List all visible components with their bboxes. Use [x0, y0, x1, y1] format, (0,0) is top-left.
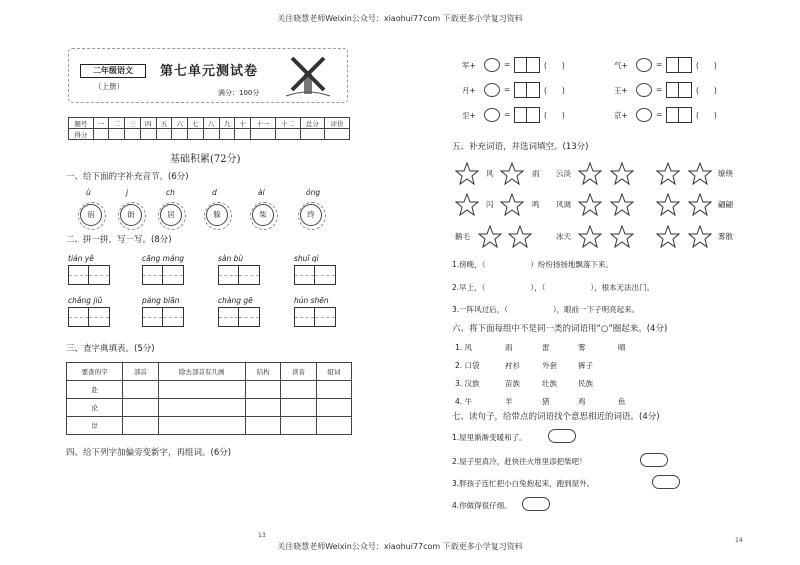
grid-cell[interactable]: [239, 308, 259, 326]
dict-blank-cell: [246, 399, 281, 417]
section-title: 基础积累(72分): [170, 154, 241, 165]
q4-blank: ( ): [696, 61, 717, 70]
q7-sentence: 2.屋子里真冷，赶快往火堆里添把柴吧！: [452, 457, 587, 466]
q4-blank: ( ): [696, 111, 717, 120]
writing-grid: [68, 265, 110, 285]
q1-pinyin: j: [126, 188, 129, 197]
q4-char: 月+: [462, 86, 476, 95]
q5-sentence: 2.早上，（ ），（ ），根本无法出门。: [452, 283, 655, 292]
q6-title: 六、将下面每组中不是同一类的词语用“○”圈起来。(4分): [452, 324, 668, 334]
score-cell: [109, 129, 125, 140]
q4-title: 四、给下列字加偏旁变新字，再组词。(6分): [66, 448, 232, 458]
dictionary-table: [66, 362, 352, 435]
star-blank: [508, 225, 532, 253]
star-blank: [688, 193, 712, 221]
score-header-cell: 总分: [300, 118, 325, 129]
star-blank: [455, 193, 479, 221]
q2-title: 二、拼一拼，写一写。(8分): [66, 235, 172, 245]
grid-cell[interactable]: [315, 266, 335, 284]
q6-word: 4. 牛: [455, 397, 473, 406]
dict-header-cell: 要查的字: [67, 363, 123, 381]
q6-word: 衬衫: [505, 361, 520, 370]
score-row-label: 得分: [69, 129, 94, 140]
q1-char: 终: [300, 204, 322, 226]
score-header-cell: 五: [156, 118, 172, 129]
grid-cell[interactable]: [69, 308, 89, 326]
q4-equals: =: [504, 110, 511, 119]
q2-pinyin: chàng gē: [218, 296, 253, 305]
star-blank: [478, 225, 502, 253]
score-header-cell: 二: [109, 118, 125, 129]
star-blank: [578, 162, 602, 190]
q4-char: 京+: [614, 111, 628, 120]
q2-pinyin: cāng máng: [142, 254, 185, 263]
star-blank: [610, 193, 634, 221]
q6-word: 裤子: [578, 361, 593, 370]
top-watermark: 关注晓慧老师Weixin公众号：xiaohui77com 下载更多小学复习资料: [277, 14, 523, 23]
score-cell: [251, 129, 276, 140]
score-header-cell: 九: [219, 118, 235, 129]
writing-grid: [68, 307, 110, 327]
q4-oval: [484, 108, 500, 122]
dict-blank-cell: [246, 381, 281, 399]
page-number-left: 13: [258, 532, 266, 539]
dict-blank-cell: [316, 417, 351, 435]
grid-cell[interactable]: [89, 308, 109, 326]
dict-blank-cell: [281, 381, 316, 399]
q4-blank: ( ): [544, 86, 565, 95]
score-header-cell: 八: [203, 118, 219, 129]
star-blank: [656, 162, 680, 190]
grid-cell[interactable]: [69, 266, 89, 284]
grid-cell[interactable]: [295, 308, 315, 326]
writing-grid: [218, 265, 260, 285]
q6-word: 雨: [505, 343, 513, 352]
q6-word: 3. 汉族: [455, 379, 480, 388]
q5-word: 冰天: [556, 232, 571, 241]
page-title: 第七单元测试卷: [160, 64, 259, 79]
q1-pinyin: d: [212, 188, 217, 197]
q4-char: 气+: [614, 61, 628, 70]
q4-char: 王+: [614, 86, 628, 95]
grid-cell[interactable]: [89, 266, 109, 284]
grid-cell[interactable]: [219, 308, 239, 326]
q4-oval: [484, 58, 500, 72]
writing-grid: [142, 265, 184, 285]
dict-blank-cell: [158, 417, 246, 435]
dict-blank-cell: [123, 417, 158, 435]
q4-blank: ( ): [544, 111, 565, 120]
q1-title: 一、给下面的字补充音节。(6分): [66, 172, 189, 182]
score-cell: [235, 129, 251, 140]
score-cell: [140, 129, 156, 140]
dict-header-cell: 组词: [316, 363, 351, 381]
q4-box: [514, 82, 540, 98]
star-blank: [688, 162, 712, 190]
dict-header-cell: 读音: [281, 363, 316, 381]
dict-char-cell: 岸: [67, 417, 123, 435]
q5-word: 云淡: [556, 169, 571, 178]
dict-blank-cell: [316, 399, 351, 417]
dict-blank-cell: [123, 399, 158, 417]
page-number-right: 14: [735, 537, 743, 544]
q1-char: 宿: [80, 204, 102, 226]
writing-grid: [142, 307, 184, 327]
q4-oval: [484, 83, 500, 97]
score-header-cell: 评价: [325, 118, 350, 129]
bottom-watermark: 关注晓慧老师Weixin公众号：xiaohui77com 下载更多小学复习资料: [277, 542, 523, 551]
grid-cell[interactable]: [239, 266, 259, 284]
q3-title: 三、查字典填表。(5分): [66, 344, 155, 354]
dict-blank-cell: [123, 381, 158, 399]
answer-cloud: [522, 497, 550, 511]
grid-cell[interactable]: [163, 266, 183, 284]
dict-blank-cell: [281, 417, 316, 435]
grid-cell[interactable]: [295, 266, 315, 284]
q5-word: 闪: [486, 200, 494, 209]
dict-header-cell: 除去部首有几画: [158, 363, 246, 381]
star-blank: [500, 162, 524, 190]
dict-blank-cell: [316, 381, 351, 399]
q5-word: 翩翩: [718, 200, 733, 209]
star-blank: [656, 193, 680, 221]
score-header-cell: 七: [188, 118, 204, 129]
q5-word: 风: [486, 169, 494, 178]
q4-equals: =: [656, 60, 663, 69]
score-cell: [125, 129, 141, 140]
q6-word: 雾: [578, 343, 586, 352]
q7-title: 七、读句子，给带点的词语找个意思相近的词语。(4分): [452, 412, 660, 422]
score-cell: [300, 129, 325, 140]
q6-word: 猪: [542, 397, 550, 406]
score-cell: [172, 129, 188, 140]
q2-pinyin: hún shēn: [294, 296, 329, 305]
grade-label: 二年级语文: [80, 64, 146, 78]
q7-sentence: 3.胖孩子连忙把小白兔抱起来，跑到屋外。: [452, 479, 595, 488]
q2-pinyin: tián yě: [68, 254, 94, 263]
q4-equals: =: [504, 85, 511, 94]
q6-word: 壮族: [542, 379, 557, 388]
q6-word: 外套: [542, 361, 557, 370]
writing-grid: [294, 307, 336, 327]
q7-sentence: 1.屋里渐渐变暖和了。: [452, 433, 527, 442]
dict-blank-cell: [158, 381, 246, 399]
score-cell: [188, 129, 204, 140]
q5-word: 缭绕: [718, 169, 733, 178]
q7-sentence: 4.你做得很仔细。: [452, 501, 512, 510]
q1-pinyin: ài: [258, 188, 265, 197]
q1-char: 柴: [252, 204, 274, 226]
dict-header-cell: 部首: [123, 363, 158, 381]
q2-pinyin: sàn bù: [218, 254, 244, 263]
dict-blank-cell: [158, 399, 246, 417]
q5-title: 五、补充词语，并选词填空。(13分): [452, 142, 589, 152]
q5-sentence: 3.一阵风过后，（ ），眼前一下子明亮起来。: [452, 305, 640, 314]
score-header-cell: 四: [140, 118, 156, 129]
q1-char: 居: [160, 204, 182, 226]
q4-equals: =: [656, 85, 663, 94]
star-blank: [688, 225, 712, 253]
score-cell: [219, 129, 235, 140]
q4-equals: =: [656, 110, 663, 119]
dict-row: [67, 381, 352, 399]
star-blank: [578, 193, 602, 221]
score-table: [68, 117, 350, 140]
score-header-cell: 题号: [69, 118, 94, 129]
q6-word: 鱼: [618, 397, 626, 406]
q6-word: 晴: [618, 343, 626, 352]
dict-row: [67, 399, 352, 417]
grid-cell[interactable]: [315, 308, 335, 326]
q1-pinyin: ch: [166, 188, 175, 197]
score-cell: [275, 129, 300, 140]
q6-word: 鸡: [578, 397, 586, 406]
q4-oval: [636, 58, 652, 72]
windmill-icon: [284, 50, 332, 100]
q6-word: 苗族: [505, 379, 520, 388]
q4-blank: ( ): [544, 61, 565, 70]
dict-blank-cell: [281, 399, 316, 417]
q4-box: [666, 107, 692, 123]
score-cell: [325, 129, 350, 140]
grid-cell[interactable]: [219, 266, 239, 284]
q6-word: 羊: [505, 397, 513, 406]
q4-box: [666, 82, 692, 98]
score-header-cell: 十二: [275, 118, 300, 129]
q5-word: 雨: [532, 169, 540, 178]
score-cell: [93, 129, 109, 140]
q6-word: 1. 风: [455, 343, 473, 352]
q1-pinyin: ù: [86, 188, 91, 197]
score-cell: [203, 129, 219, 140]
q1-char: 躲: [206, 204, 228, 226]
star-blank: [455, 162, 479, 190]
grid-cell[interactable]: [143, 266, 163, 284]
score-header-cell: 十: [235, 118, 251, 129]
q5-word: 风调: [556, 200, 571, 209]
star-blank: [656, 225, 680, 253]
q4-char: 军+: [462, 61, 476, 70]
q2-pinyin: chǎng jiǔ: [68, 296, 103, 305]
answer-cloud: [548, 429, 576, 443]
q6-word: 2. 口袋: [455, 361, 480, 370]
q6-word: 民族: [578, 379, 593, 388]
score-header-cell: 三: [125, 118, 141, 129]
dict-header-cell: 结构: [246, 363, 281, 381]
q4-oval: [636, 83, 652, 97]
star-blank: [610, 225, 634, 253]
score-header-cell: 六: [172, 118, 188, 129]
q4-char: 至+: [462, 111, 476, 120]
q4-equals: =: [504, 60, 511, 69]
q6-word: 雷: [542, 343, 550, 352]
q4-oval: [636, 108, 652, 122]
q2-pinyin: shuǐ qì: [294, 254, 319, 263]
dict-blank-cell: [246, 417, 281, 435]
score-header-cell: 十一: [251, 118, 276, 129]
answer-cloud: [652, 475, 680, 489]
q4-box: [666, 57, 692, 73]
q5-word: 鹅毛: [455, 232, 470, 241]
star-blank: [500, 193, 524, 221]
grid-cell[interactable]: [143, 308, 163, 326]
star-blank: [578, 225, 602, 253]
score-cell: [156, 129, 172, 140]
q2-pinyin: páng biān: [142, 296, 180, 305]
full-score: 满分：100分: [218, 89, 260, 97]
volume-label: （上册）: [94, 82, 124, 91]
q4-box: [514, 107, 540, 123]
writing-grid: [218, 307, 260, 327]
writing-grid: [294, 265, 336, 285]
star-blank: [610, 162, 634, 190]
q5-word: 雾散: [718, 232, 733, 241]
q5-word: 鸣: [532, 200, 540, 209]
dict-char-cell: 赴: [67, 381, 123, 399]
q1-pinyin: óng: [306, 188, 321, 197]
score-header-cell: 一: [93, 118, 109, 129]
grid-cell[interactable]: [163, 308, 183, 326]
answer-cloud: [640, 453, 668, 467]
q4-box: [514, 57, 540, 73]
q5-sentence: 1.傍晚，（ ）纷纷扬扬地飘落下来。: [452, 260, 613, 269]
dict-char-cell: 论: [67, 399, 123, 417]
q4-blank: ( ): [696, 86, 717, 95]
dict-row: [67, 417, 352, 435]
q1-char: 街: [120, 204, 142, 226]
